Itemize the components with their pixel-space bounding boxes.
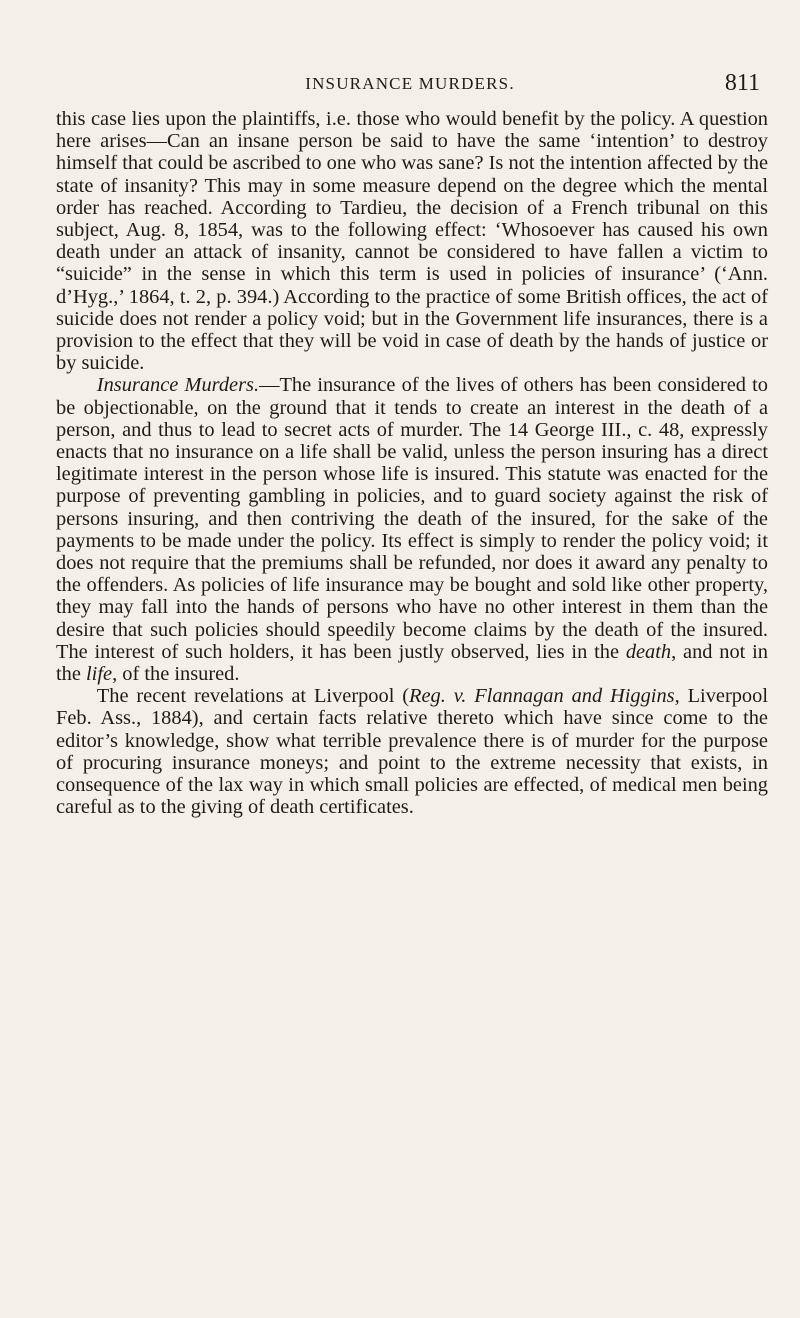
running-title: INSURANCE MURDERS. (305, 74, 515, 93)
case-name: Reg. v. Flannagan and Higgins (409, 685, 675, 708)
paragraph-text: , Liverpool Feb. Ass., 1884), and certain facts relative thereto which have since come to the editor’s knowledge, show what terrible prevalence there is of murder for the purpose of procuring insurance moneys; and point to the extreme necessity that exists, in consequence of the lax way in which small policies are effected, of medical men being careful as to the giving of death certificates. (56, 685, 768, 819)
paragraph-liverpool-case (56, 685, 768, 818)
running-head (60, 70, 760, 100)
paragraph-suicide-intention (56, 108, 768, 374)
paragraph-text-mid: , and not in the (56, 640, 768, 686)
emphasis-death: death (625, 640, 672, 663)
paragraph-lead: The recent revelations at Liverpool ( (96, 685, 410, 708)
paragraph-text: this case lies upon the plaintiffs, i.e. those who would benefit by the policy. A question here arises—Can an insane person be said to have the same ‘intention’ to destroy himself that could be ascribed to one who was sane? Is not the intention affected by the state of insanity? This may in some measure depend on the degree which the mental order has reached. According to Tardieu, the decision of a French tribunal on this subject, Aug. 8, 1854, was to the following effect: ‘Whosoever has caused his own death under an attack of insanity, cannot be considered to have fallen a victim to “suicide” in the sense in which this term is used in policies of insurance’ (‘Ann. d’Hyg.,’ 1864, t. 2, p. 394.) According to the practice of some British offices, the act of suicide does not render a policy void; but in the Government life insurances, there is a provision to the effect that they will be void in case of death by the hands of justice or by suicide. (56, 108, 768, 375)
section-heading: Insurance Murders. (96, 374, 260, 397)
paragraph-insurance-murders (56, 374, 768, 685)
emphasis-life: life (86, 663, 113, 686)
page-number: 811 (724, 70, 760, 96)
body-text (56, 108, 768, 819)
paragraph-text-tail: , of the insured. (112, 663, 240, 686)
paragraph-text: —The insurance of the lives of others has been considered to be objectionable, on the ground that it tends to create an interest in the death of a person, and thus to lead to secret acts of murder. The 14 George III., c. 48, expressly enacts that no insurance on a life shall be valid, unless the person insuring has a direct legitimate interest in the person whose life is insured. This statute was enacted for the purpose of preventing gambling in policies, and to guard society against the risk of persons insuring, and then contriving the death of the insured, for the sake of the payments to be made under the policy. Its effect is simply to render the policy void; it does not require that the premiums shall be refunded, nor does it award any penalty to the offenders. As policies of life insurance may be bought and sold like other property, they may fall into the hands of persons who have no other interest in them than the desire that such policies should speedily become claims by the death of the insured. The interest of such holders, it has been justly observed, lies in the (56, 374, 768, 663)
